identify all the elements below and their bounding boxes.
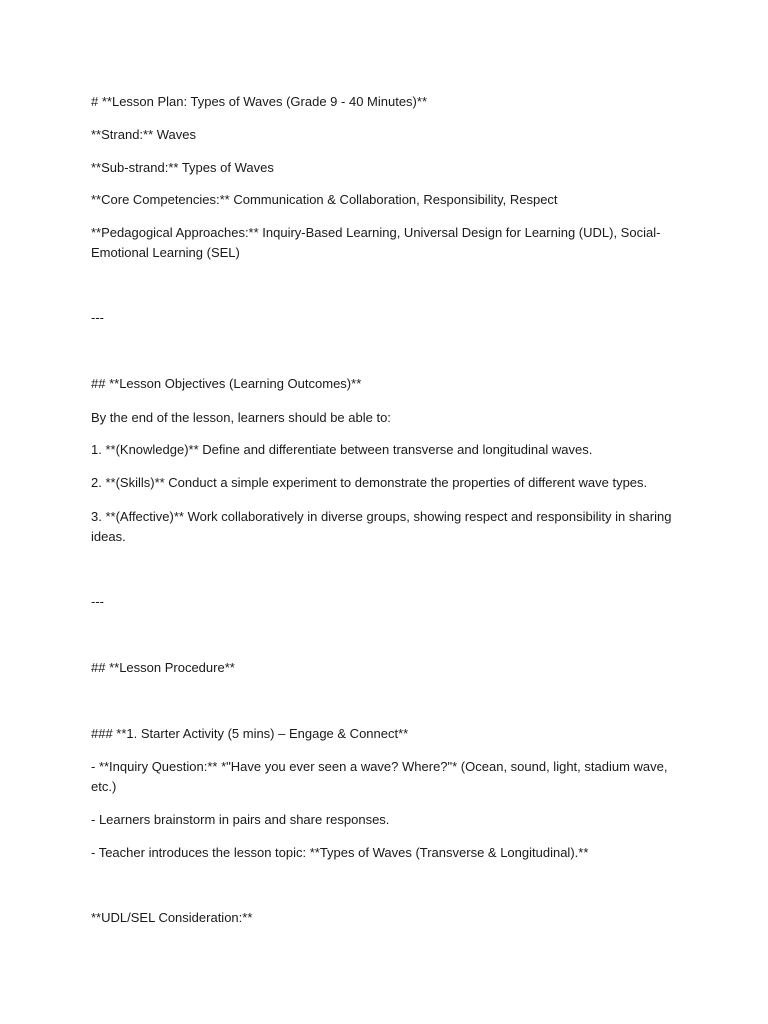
starter-activity-heading: ### **1. Starter Activity (5 mins) – Engage & Connect** xyxy=(91,726,409,741)
pedagogical-approaches-line: **Pedagogical Approaches:** Inquiry-Based Learning, Universal Design for Learning (UDL), Social-Emotional Learning (SEL) xyxy=(91,225,661,260)
starter-item-topic: - Teacher introduces the lesson topic: **Types of Waves (Transverse & Longitudinal).** xyxy=(91,845,589,860)
objectives-intro: By the end of the lesson, learners should be able to: xyxy=(91,410,391,425)
lesson-title: # **Lesson Plan: Types of Waves (Grade 9 - 40 Minutes)** xyxy=(91,94,428,109)
objective-affective: 3. **(Affective)** Work collaboratively in diverse groups, showing respect and responsibility in sharing ideas. xyxy=(91,509,672,544)
divider-2: --- xyxy=(91,594,104,609)
strand-line: **Strand:** Waves xyxy=(91,127,197,142)
udl-sel-heading: **UDL/SEL Consideration:** xyxy=(91,910,253,925)
objective-knowledge: 1. **(Knowledge)** Define and differentiate between transverse and longitudinal waves. xyxy=(91,442,593,457)
starter-item-inquiry: - **Inquiry Question:** *"Have you ever seen a wave? Where?"* (Ocean, sound, light, stadium wave, etc.) xyxy=(91,759,668,794)
divider-1: --- xyxy=(91,310,104,325)
core-competencies-line: **Core Competencies:** Communication & Collaboration, Responsibility, Respect xyxy=(91,192,558,207)
objective-skills: 2. **(Skills)** Conduct a simple experiment to demonstrate the properties of different wave types. xyxy=(91,475,648,490)
starter-item-brainstorm: - Learners brainstorm in pairs and share responses. xyxy=(91,812,390,827)
procedure-heading: ## **Lesson Procedure** xyxy=(91,660,235,675)
objectives-heading: ## **Lesson Objectives (Learning Outcomes)** xyxy=(91,376,362,391)
sub-strand-line: **Sub-strand:** Types of Waves xyxy=(91,160,274,175)
